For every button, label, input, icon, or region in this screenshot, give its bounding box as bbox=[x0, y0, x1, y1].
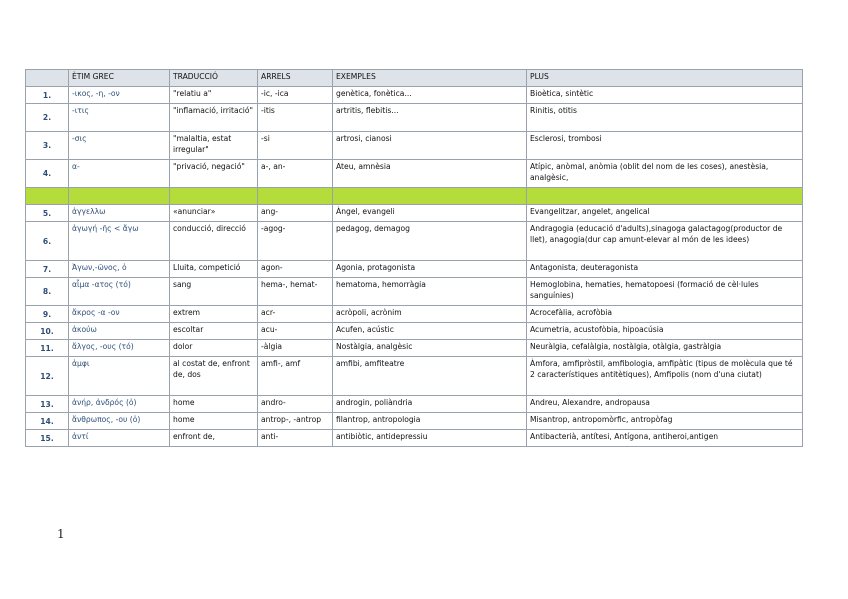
arrels-cell: andro- bbox=[258, 396, 333, 413]
etim-grec-cell: ἀγγελλω bbox=[69, 205, 170, 222]
plus-cell: Bioètica, sintètic bbox=[527, 87, 803, 104]
plus-cell: Atípic, anòmal, anòmia (oblit del nom de les coses), anestèsia, analgèsic, bbox=[527, 160, 803, 188]
traduccio-cell: "inflamació, irritació" bbox=[170, 104, 258, 132]
traduccio-cell: dolor bbox=[170, 340, 258, 357]
row-number: 15. bbox=[26, 430, 69, 447]
highlight-separator-row bbox=[26, 188, 803, 205]
arrels-cell: anti- bbox=[258, 430, 333, 447]
table-row bbox=[26, 306, 803, 323]
plus-cell: Hemoglobina, hematies, hematopoesi (formació de cèl·lules sanguínies) bbox=[527, 278, 803, 306]
plus-cell: Acrocefàlia, acrofòbia bbox=[527, 306, 803, 323]
etim-grec-cell: ἄκρος -α -ον bbox=[69, 306, 170, 323]
table-row bbox=[26, 87, 803, 104]
traduccio-cell: extrem bbox=[170, 306, 258, 323]
page-number: 1 bbox=[57, 527, 65, 541]
table-row bbox=[26, 222, 803, 261]
exemples-cell: hematoma, hemorràgia bbox=[333, 278, 527, 306]
exemples-cell: Agonia, protagonista bbox=[333, 261, 527, 278]
table-row bbox=[26, 430, 803, 447]
table-row bbox=[26, 278, 803, 306]
arrels-cell: -ic, -ica bbox=[258, 87, 333, 104]
exemples-cell: amfibi, amfiteatre bbox=[333, 357, 527, 396]
traduccio-cell: "malaltia, estat irregular" bbox=[170, 132, 258, 160]
table-row bbox=[26, 396, 803, 413]
arrels-cell: antrop-, -antrop bbox=[258, 413, 333, 430]
traduccio-cell: enfront de, bbox=[170, 430, 258, 447]
plus-cell: Antibacterià, antítesi, Antígona, antiheroi,antigen bbox=[527, 430, 803, 447]
row-number: 5. bbox=[26, 205, 69, 222]
etim-grec-cell: ἀνήρ, ἀνδρός (ὁ) bbox=[69, 396, 170, 413]
exemples-cell: artritis, flebitis... bbox=[333, 104, 527, 132]
exemples-cell: artrosi, cianosi bbox=[333, 132, 527, 160]
arrels-cell: a-, an- bbox=[258, 160, 333, 188]
etim-grec-cell: αἷμα -ατος (τό) bbox=[69, 278, 170, 306]
plus-cell: Esclerosi, trombosi bbox=[527, 132, 803, 160]
plus-cell bbox=[527, 188, 803, 205]
row-number: 9. bbox=[26, 306, 69, 323]
traduccio-cell: «anunciar» bbox=[170, 205, 258, 222]
row-number: 13. bbox=[26, 396, 69, 413]
etim-grec-cell: ἀγωγή -ῆς < ἄγω bbox=[69, 222, 170, 261]
exemples-cell: filantrop, antropologia bbox=[333, 413, 527, 430]
arrels-cell bbox=[258, 188, 333, 205]
row-number bbox=[26, 188, 69, 205]
exemples-cell: Acufen, acústic bbox=[333, 323, 527, 340]
etim-grec-cell: ἀντί bbox=[69, 430, 170, 447]
table-row bbox=[26, 357, 803, 396]
exemples-cell: androgin, poliàndria bbox=[333, 396, 527, 413]
exemples-cell: acròpoli, acrònim bbox=[333, 306, 527, 323]
header-plus: PLUS bbox=[527, 70, 803, 87]
row-number: 8. bbox=[26, 278, 69, 306]
traduccio-cell: "relatiu a" bbox=[170, 87, 258, 104]
row-number: 2. bbox=[26, 104, 69, 132]
header-traduccio: TRADUCCIÓ bbox=[170, 70, 258, 87]
arrels-cell: amfi-, amf bbox=[258, 357, 333, 396]
table-row bbox=[26, 160, 803, 188]
etim-grec-cell: ἄλγος, -ους (τό) bbox=[69, 340, 170, 357]
plus-cell: Antagonista, deuteragonista bbox=[527, 261, 803, 278]
plus-cell: Andragogia (educació d'adults),sinagoga galactagog(productor de llet), anagogia(dur cap amunt-elevar al món de les idees) bbox=[527, 222, 803, 261]
etim-grec-cell: -ιτις bbox=[69, 104, 170, 132]
etim-grec-cell bbox=[69, 188, 170, 205]
arrels-cell: agon- bbox=[258, 261, 333, 278]
arrels-cell: acr- bbox=[258, 306, 333, 323]
arrels-cell: -agog- bbox=[258, 222, 333, 261]
row-number: 7. bbox=[26, 261, 69, 278]
etim-grec-cell: -ικος, -η, -ον bbox=[69, 87, 170, 104]
arrels-cell: -àlgia bbox=[258, 340, 333, 357]
etim-grec-cell: α- bbox=[69, 160, 170, 188]
header-etim-grec: ÈTIM GREC bbox=[69, 70, 170, 87]
glossary-table bbox=[25, 69, 803, 447]
table-row bbox=[26, 132, 803, 160]
plus-cell: Andreu, Alexandre, andropausa bbox=[527, 396, 803, 413]
row-number: 10. bbox=[26, 323, 69, 340]
traduccio-cell: sang bbox=[170, 278, 258, 306]
etim-grec-cell: -σις bbox=[69, 132, 170, 160]
traduccio-cell: escoltar bbox=[170, 323, 258, 340]
arrels-cell: ang- bbox=[258, 205, 333, 222]
plus-cell: Misantrop, antropomòrfic, antropòfag bbox=[527, 413, 803, 430]
row-number: 14. bbox=[26, 413, 69, 430]
traduccio-cell: al costat de, enfront de, dos bbox=[170, 357, 258, 396]
plus-cell: Rinitis, otitis bbox=[527, 104, 803, 132]
exemples-cell: antibiòtic, antidepressiu bbox=[333, 430, 527, 447]
traduccio-cell: home bbox=[170, 396, 258, 413]
table-row bbox=[26, 104, 803, 132]
etim-grec-cell: ἄνθρωπος, -ου (ὁ) bbox=[69, 413, 170, 430]
table-body bbox=[26, 87, 803, 447]
traduccio-cell: "privació, negació" bbox=[170, 160, 258, 188]
row-number: 12. bbox=[26, 357, 69, 396]
table-row bbox=[26, 261, 803, 278]
plus-cell: Neuràlgia, cefalàlgia, nostàlgia, otàlgia, gastràlgia bbox=[527, 340, 803, 357]
etim-grec-cell: ἀκούω bbox=[69, 323, 170, 340]
arrels-cell: acu- bbox=[258, 323, 333, 340]
exemples-cell: genètica, fonètica... bbox=[333, 87, 527, 104]
header-arrels: ARRELS bbox=[258, 70, 333, 87]
table-row bbox=[26, 323, 803, 340]
etim-grec-cell: ἀμφι bbox=[69, 357, 170, 396]
exemples-cell: pedagog, demagog bbox=[333, 222, 527, 261]
traduccio-cell: home bbox=[170, 413, 258, 430]
exemples-cell: Nostàlgia, analgèsic bbox=[333, 340, 527, 357]
arrels-cell: -itis bbox=[258, 104, 333, 132]
plus-cell: Evangelitzar, angelet, angelical bbox=[527, 205, 803, 222]
arrels-cell: hema-, hemat- bbox=[258, 278, 333, 306]
exemples-cell: Àngel, evangeli bbox=[333, 205, 527, 222]
row-number: 3. bbox=[26, 132, 69, 160]
exemples-cell: Ateu, amnèsia bbox=[333, 160, 527, 188]
header-row bbox=[26, 70, 803, 87]
plus-cell: Acumetria, acustofòbia, hipoacúsia bbox=[527, 323, 803, 340]
table-row bbox=[26, 205, 803, 222]
traduccio-cell: conducció, direcció bbox=[170, 222, 258, 261]
row-number: 6. bbox=[26, 222, 69, 261]
traduccio-cell bbox=[170, 188, 258, 205]
table-row bbox=[26, 413, 803, 430]
table-row bbox=[26, 340, 803, 357]
row-number: 1. bbox=[26, 87, 69, 104]
row-number: 4. bbox=[26, 160, 69, 188]
traduccio-cell: Lluita, competició bbox=[170, 261, 258, 278]
arrels-cell: -si bbox=[258, 132, 333, 160]
plus-cell: Àmfora, amfipròstil, amfibologia, amfipàtic (tipus de molècula que té 2 característiques antitètiques), Amfipolis (nom d'una ciutat) bbox=[527, 357, 803, 396]
header-num bbox=[26, 70, 69, 87]
row-number: 11. bbox=[26, 340, 69, 357]
exemples-cell bbox=[333, 188, 527, 205]
etim-grec-cell: Ἀγων,-ῶνος, ὁ bbox=[69, 261, 170, 278]
header-exemples: EXEMPLES bbox=[333, 70, 527, 87]
